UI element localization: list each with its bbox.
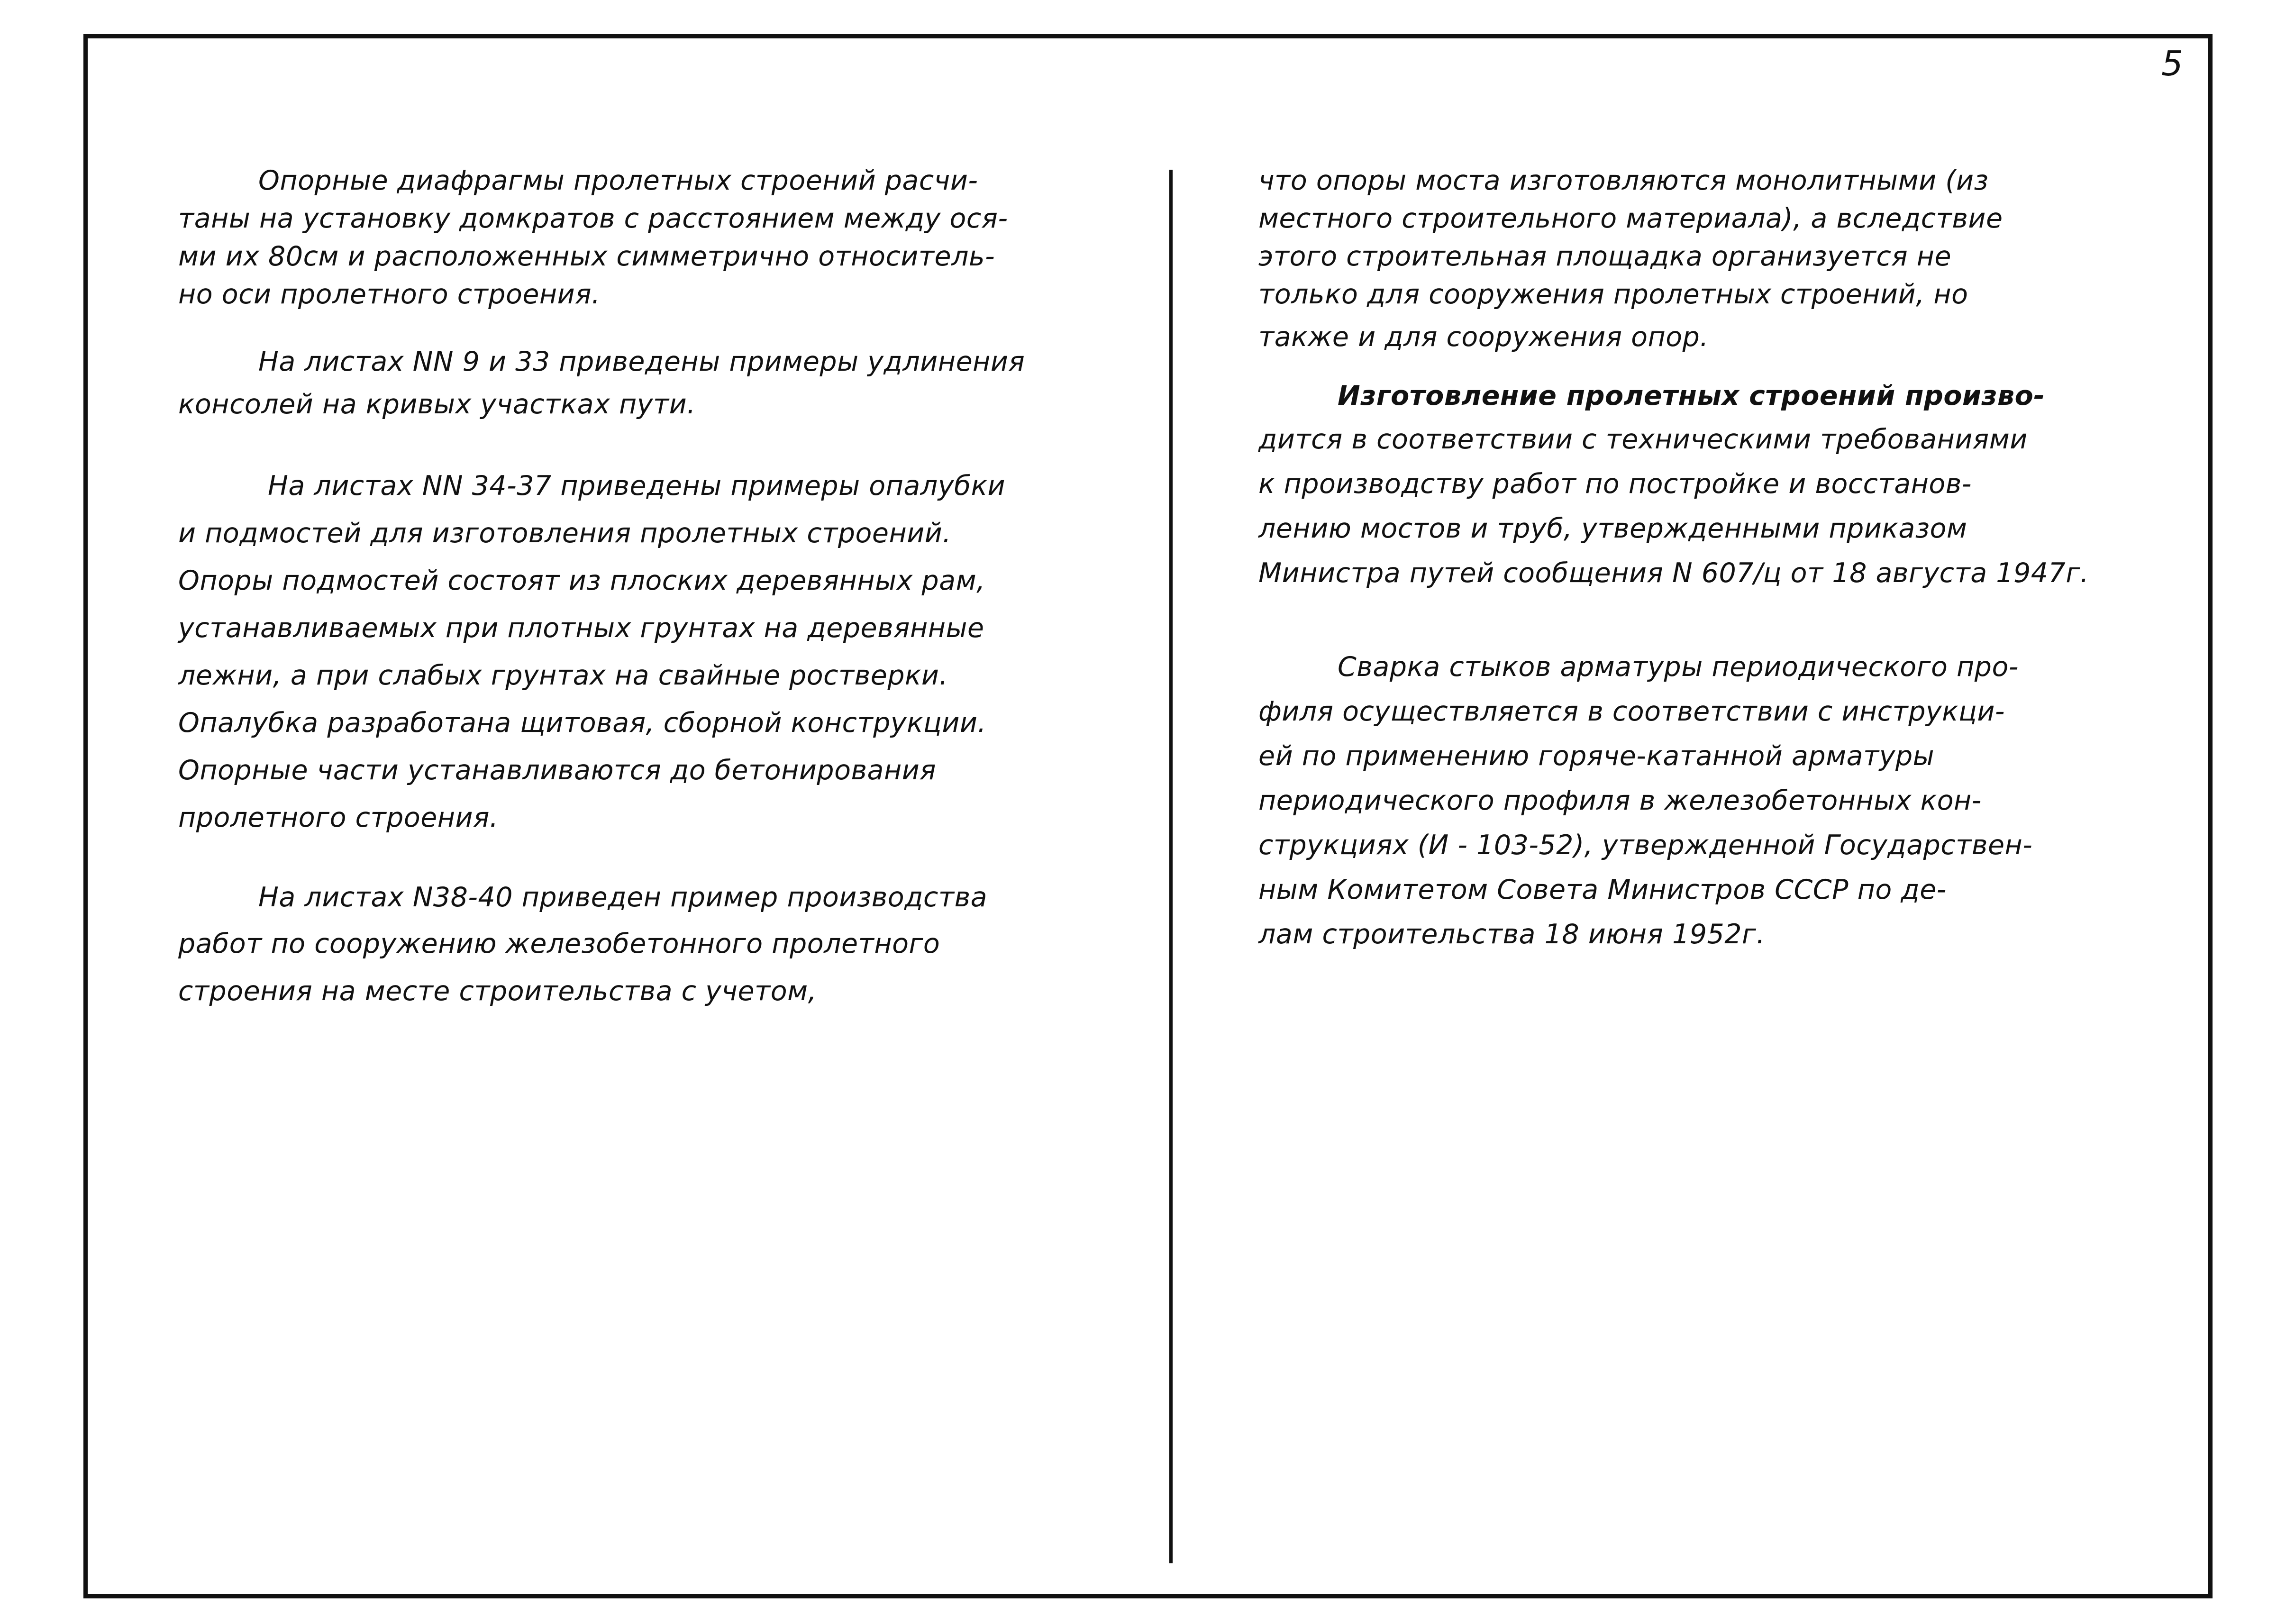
text-line: На листах NN 34-37 приведены примеры опалубки [268,470,1006,502]
text-line: строения на месте строительства с учетом, [178,976,817,1007]
page-number: 5 [2161,44,2183,83]
text-line: Опорные диафрагмы пролетных строений расчи- [258,165,978,196]
text-line: Изготовление пролетных строений произво- [1338,380,2045,411]
text-line: Опалубка разработана щитовая, сборной конструкции. [178,707,987,739]
text-line: На листах NN 9 и 33 приведены примеры удлинения [258,346,1025,377]
text-line: струкциях (И - 103-52), утвержденной Государствен- [1258,830,2033,861]
text-line: работ по сооружению железобетонного пролетного [178,928,940,959]
text-line: только для сооружения пролетных строений, но [1258,279,1968,310]
text-line: таны на установку домкратов с расстоянием между ося- [178,203,1008,234]
text-line: устанавливаемых при плотных грунтах на деревянные [178,612,984,644]
text-line: Министра путей сообщения N 607/ц от 18 августа 1947г. [1258,557,2089,589]
text-line: ми их 80см и расположенных симметрично относитель- [178,241,995,272]
text-line: филя осуществляется в соответствии с инструкци- [1258,696,2005,727]
text-line: пролетного строения. [178,802,499,833]
text-line: ей по применению горяче-катанной арматуры [1258,740,1935,772]
text-line: и подмостей для изготовления пролетных строений. [178,518,951,549]
text-line: периодического профиля в железобетонных кон- [1258,785,1982,816]
text-line: лежни, а при слабых грунтах на свайные ростверки. [178,660,948,691]
text-line: лам строительства 18 июня 1952г. [1258,919,1766,950]
text-line: Сварка стыков арматуры периодического про- [1338,651,2019,683]
text-line: местного строительного материала), а вследствие [1258,203,2003,234]
text-line: консолей на кривых участках пути. [178,389,696,420]
text-line: Опоры подмостей состоят из плоских деревянных рам, [178,565,985,596]
text-line: Опорные части устанавливаются до бетонирования [178,755,937,786]
text-line: также и для сооружения опор. [1258,321,1709,353]
text-line: что опоры моста изготовляются монолитными (из [1258,165,1989,196]
text-line: этого строительная площадка организуется не [1258,241,1952,272]
text-line: дится в соответствии с техническими требованиями [1258,424,2028,455]
text-line: ным Комитетом Совета Министров СССР по де- [1258,874,1947,905]
text-line: но оси пролетного строения. [178,279,601,310]
text-line: лению мостов и труб, утвержденными приказом [1258,513,1967,544]
text-line: к производству работ по постройке и восстанов- [1258,468,1972,500]
text-line: На листах N38-40 приведен пример производства [258,882,988,913]
